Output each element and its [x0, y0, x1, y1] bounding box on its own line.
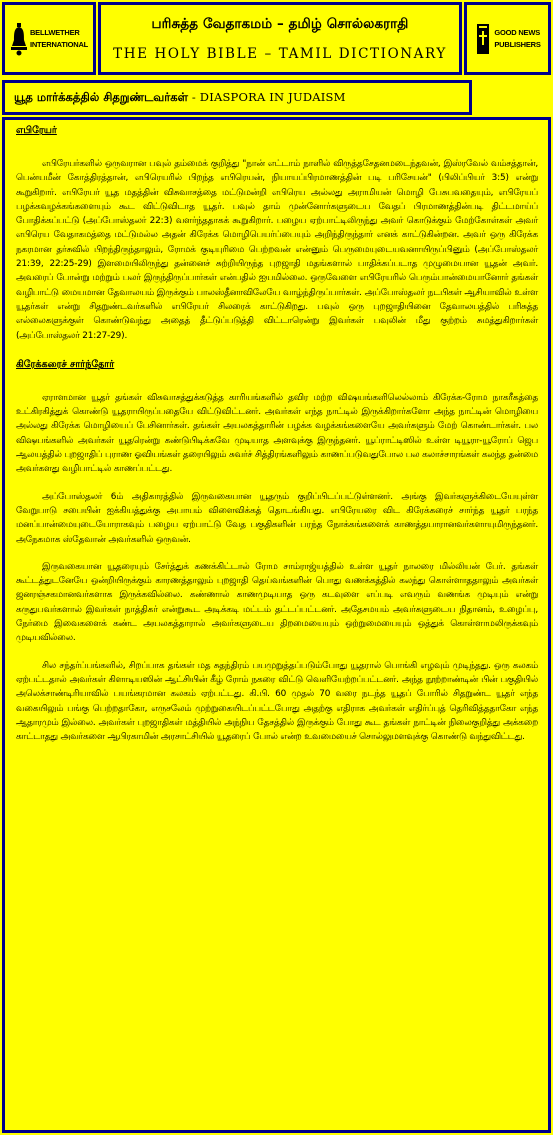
- paragraph-hebrews: எபிரேயர்களில் ஒருவரான பவுல் தம்மைக் குறித்து "நான் எட்டாம் நாளில் விருத்தசேதனமடைந்தவன், இஸ்ரவேல் வம்சத்தான், பென்யமீன் கோத்திரத்தான், எபிரெயரில் பிறந்த எபிரெயன், நியாயப்பிரமாணத்தின் படி பரிசேயன்" (பிலிப்பியர் 3:5) என்று கூறுகிறார். எபிரேயர் யூத மதத்தின் விசுவாசத்தை மட்டுமன்றி எபிரெய அல்லது அராமியன் மொழி பேசுபவதையும், எபிரேயப் பழக்கவழக்கங்களையும் கூட விட்டுவிடாத யூதர். பவுல் தாம் முன்னோர்களுடைய வேதப் பிரமாணத்தின்படி திட்டமாய்ப் போதிக்கப்பட்டு (அப்போஸ்தலர் 22:3) வளர்ந்ததாகக் கூறுகிறார். பழைய ஏற்பாட்டிலிருந்து அவர் கொடுக்கும் மேற்கோள்கள் அவர் எபிரெய வேதாகமத்தை மட்டுமல்ல அதன் கிரேக்க மொழிபெயர்ப்பையும் அறிந்திருந்தார் எனக் காட்டுகின்றன. அவர் ஒரு கிரேக்க நகரமான தர்சுவில் பிறந்திருந்தாலும், ரோமக் குடியுரிமை பெற்றவன் என்னும் பெருமையுடையவனாயிருப்பினும் (அப்போஸ்தலர் 21:39, 22:25-29) இளமையிலிருந்து தன்னைச் சுற்றியிருந்த புறஜாதி மதங்களால் பாதிக்கப்படாத முழுமையான யூதன் அவர். அவரைப் போன்று மற்றும் பலர் இருந்திருப்பார்கள் என்பதில் ஐயமில்லை. ஒருவேளை எபிரேயரில் பெரும்பான்மையானோர் தங்கள் வழிபாட்டு மையமான தேவாலயம் இருக்கும் பாலஸ்தீனாவிலேயே வாழ்ந்திருப்பார்கள். அப்போஸ்தலர் நடபிகள் ஆசியாவில் உள்ள யூதர்கள் என்று சிதறுண்டவர்களில் எபிரேயர் சிலரைக் காட்டுகிறது. பவுல் ஒரு புறஜாதியினை தேவாலயத்தில் பரிசுத்த எல்லைகளுக்குள் கொண்டுவந்து அதைத் தீட்டுப்படுத்தி விட்டாரென்று இவர்கள் பவுலின் மீது குற்றம் சுமத்துகிறார்கள் (அப்போஸ்தலர் 21:27-29).: [16, 159, 538, 341]
- good-news-logo: [464, 2, 551, 75]
- article-content: [2, 117, 551, 1133]
- paragraph-hellenists-3: இருவகையான யூதரையும் சேர்த்துக் கணக்கிட்டால் ரோம சாம்ராஜ்யத்தில் உள்ள யூதர் நாலரை மில்லியன் பேர். தங்கள் கூட்டத்துடனேயே ஒன்றியிருக்கும் காரணத்தாலும் புறஜாதி தெய்வங்களின் பொது வணக்கத்தில் கலந்து கொள்ளாததாலும் அவர்கள் ஜனரஞ்சகமானவர்களாக இருக்கவில்லை. கண்ணால் காணமுடியாத ஒரு கடவுளை எப்படி எவரும் வணங்க முடியும் என்று கருதுபவர்களால் இவர்கள் நாத்திகர் என்றுகூட அடிக்கடி மட்டம் தட்டப்பட்டனர். அதேசமயம் அவர்களுடைய நிதானம், உழைப்பு, நேர்மை இவைகளைக் கண்ட அயலகத்தாரால் அவர்களுடைய திறமையையும் ஒற்றுமையையும் ஒத்துக் கொள்ளாமலிருக்கவும் முடியவில்லை.: [16, 561, 538, 644]
- dictionary-title: [98, 2, 462, 75]
- section-title: யூத மார்க்கத்தில் சிதறுண்டவர்கள் - DIASPORA IN JUDAISM: [14, 89, 346, 104]
- paragraph-hellenists-4: சில சந்தர்ப்பங்களில், சிறப்பாக தங்கள் மத சுதந்திரம் பயமுறுத்தப்படும்போது யூதரால் பொங்கி எழவும் முடிந்தது. ஒரு கலகம் ஏற்பட்டதால் அவர்கள் கிளாடியஸின் ஆட்சியின் கீழ் ரோம் நகரை விட்டு வெளியேற்றப்பட்டனர். அந்த நூற்றாண்டின் பின் பகுதியில் அலெக்சாண்டிரியாவில் பயங்கரமான கலகம் ஏற்பட்டது. கி.பி. 60 முதல் 70 வரை நடந்த யூதப் போரில் சிதறுண்ட யூதர் எந்த வகையிலும் பங்கு பெற்றதாகோ, எருசலேம் முற்றுகையிடப்பட்டபோது அதற்கு எதிராக அவர்கள் எதிர்ப்புத் தெரிவித்ததாகோ எந்த ஆதாரமும் இல்லை. அவர்கள் புறஜாதிகள் மத்தியில் அந்நிய தேசத்தில் இருக்கும் போது கூட தங்கள் நாட்டின் நிலைகுறித்து அக்கறை காட்டாதது அவர்களை ஆபிரகாமின் அரசாட்சியில் யூதரைப் போல் என்ற உவமையைச் சொல்லுமளவுக்கு கொண்டு வந்துவிட்டது.: [16, 660, 538, 743]
- title-english: THE HOLY BIBLE – TAMIL DICTIONARY: [113, 46, 447, 62]
- good-news-logo-text: GOOD NEWS PUBLISHERS: [494, 27, 541, 49]
- bellwether-logo: [2, 2, 96, 75]
- heading-hellenists: கிரேக்கரைச் சார்ந்தோர்: [16, 358, 115, 370]
- section-header: [2, 80, 472, 115]
- bellwether-logo-text: BELLWETHER INTERNATIONAL: [29, 27, 89, 49]
- paragraph-hellenists-2: அப்போஸ்தலர் 6ம் அதிகாரத்தில் இருவகையான யூதரும் குறிப்பிடப்பட்டுள்ளனர். அங்கு இவர்களுக்கிடையேயுள்ள வேறுபாடு சபையின் ஐக்கியத்துக்கு அபாயம் விளைவிக்கத் தொடங்கியது. எபிரேயரை விட கிரேக்கரைச் சார்ந்த யூதர் பரந்த மனப்பான்மையுடையோராகவும் பழைய ஏற்பாட்டு வேத பகுதிகளின் பரந்த நோக்கங்களைக் காணத்தயாரானவர்களாயுமிருந்தனர். அநேகமாக ஸ்தேவான் அவர்களில் ஒருவன்.: [16, 491, 538, 545]
- bellwether-bell-icon: [10, 22, 28, 56]
- heading-hebrews: எபிரேயர்: [16, 125, 57, 136]
- good-news-book-icon: [474, 22, 492, 56]
- paragraph-hellenists-1: ஏராளமான யூதர் தங்கள் விசுவாசத்துக்கடுத்த காரியங்களில் தவிர மற்ற விஷயங்களிலெல்லாம் கிரேக்க-ரோம நாகரீகத்தை உட்கிரகித்துக் கொண்டு யூதராயிருப்பதையே விட்டுவிட்டனர். அவர்கள் எந்த நாட்டில் இருக்கிறார்களோ அந்த நாட்டின் மொழியை அல்லது கிரேக்க மொழியைப் பேசினார்கள். தங்கள் அயலகத்தாரின் பழக்க வழக்கங்களையே அவர்களும் மேற் கொண்டார்கள். பல விஷயங்களில் அவர்கள் யூதரென்று கண்டுபிடிக்கவே முடியாத அளவுக்கு இருந்தனர். யூப்ராட்டிஸில் உள்ள டியூரா-யூரோப் ஜெப ஆலயத்தில் புறஜாதிப் புராண ஓவியங்கள் தரையிலும் சுவர்ச் சித்திரங்களிலும் காணப்படுவதுபோல பல கலாச்சாரங்கள் கலந்த தன்மை அவர்களது வழிபாட்டில் காணப்பட்டது.: [16, 392, 538, 475]
- title-tamil: பரிசுத்த வேதாகமம் – தமிழ் சொல்லகராதி: [151, 16, 409, 32]
